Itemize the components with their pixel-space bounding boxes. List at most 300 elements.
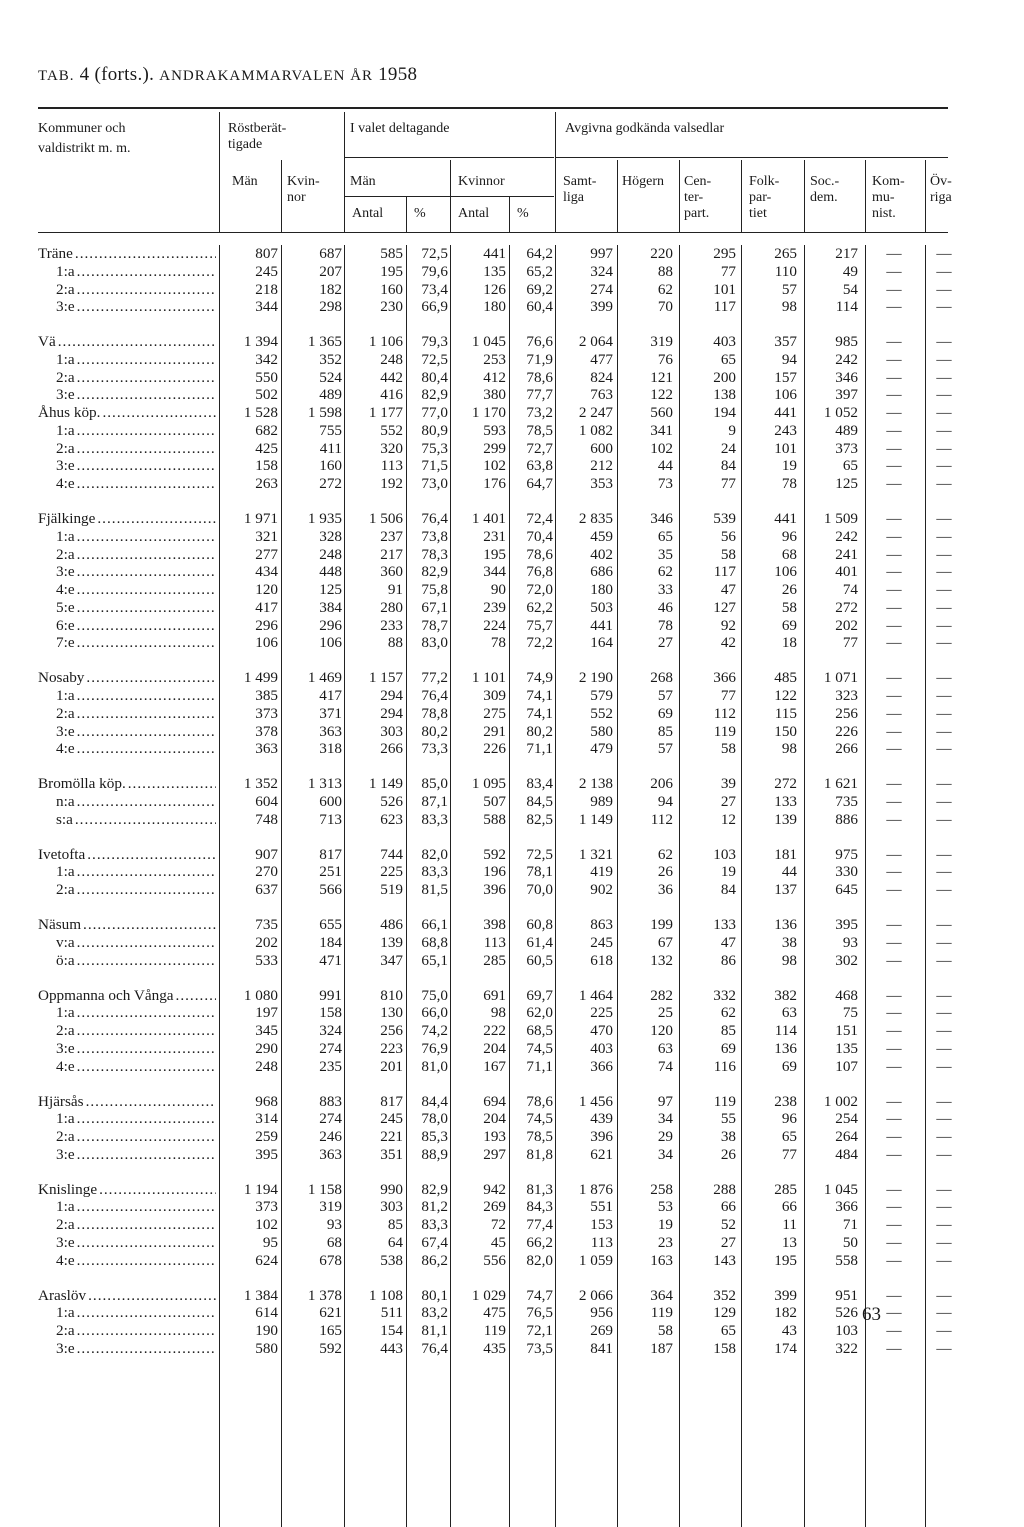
cell-hogern: 74 bbox=[657, 1057, 673, 1075]
row-label: 4:e ..... bbox=[56, 475, 216, 493]
table-row bbox=[0, 987, 1024, 1005]
header-valet-kvinnor: Kvinnor bbox=[458, 174, 505, 189]
cell-folkpartiet: 243 bbox=[774, 421, 797, 439]
cell-socialdemokraterna: 322 bbox=[835, 1339, 858, 1357]
table-row bbox=[0, 404, 1024, 422]
cell-kommunister: — bbox=[886, 598, 902, 616]
cell-folkpartiet: 238 bbox=[774, 1092, 797, 1110]
header-ovriga-2: riga bbox=[930, 190, 952, 205]
cell-kommunister: — bbox=[886, 951, 902, 969]
cell-ovriga: — bbox=[936, 245, 952, 262]
cell-centerpartiet: 84 bbox=[720, 881, 736, 899]
cell-deltagande-kvinnor-pct: 76,5 bbox=[526, 1304, 553, 1322]
cell-socialdemokraterna: 125 bbox=[835, 475, 858, 493]
cell-samtliga: 997 bbox=[590, 245, 613, 262]
table-row bbox=[0, 1022, 1024, 1040]
cell-deltagande-kvinnor-antal: 344 bbox=[483, 563, 506, 581]
cell-deltagande-kvinnor-pct: 78,6 bbox=[526, 368, 553, 386]
cell-hogern: 62 bbox=[657, 563, 673, 581]
cell-deltagande-man-antal: 160 bbox=[380, 280, 403, 298]
cell-rostberattigade-kvinnor: 371 bbox=[319, 704, 342, 722]
cell-folkpartiet: 69 bbox=[781, 1057, 797, 1075]
cell-samtliga: 600 bbox=[590, 439, 613, 457]
cell-deltagande-kvinnor-antal: 309 bbox=[483, 687, 506, 705]
row-label: Näsum ..... bbox=[38, 916, 216, 934]
cell-rostberattigade-kvinnor: 713 bbox=[319, 810, 342, 828]
cell-samtliga: 2 190 bbox=[578, 669, 613, 687]
cell-kommunister: — bbox=[886, 1004, 902, 1022]
header-vline bbox=[219, 112, 220, 232]
cell-folkpartiet: 106 bbox=[774, 386, 797, 404]
header-kom-1: Kom- bbox=[872, 174, 905, 189]
cell-hogern: 258 bbox=[650, 1180, 673, 1198]
cell-deltagande-kvinnor-antal: 193 bbox=[483, 1128, 506, 1145]
cell-samtliga: 1 876 bbox=[578, 1180, 613, 1198]
cell-deltagande-kvinnor-antal: 285 bbox=[483, 951, 506, 969]
cell-deltagande-kvinnor-antal: 398 bbox=[483, 916, 506, 934]
cell-samtliga: 403 bbox=[590, 1039, 613, 1057]
cell-kommunister: — bbox=[886, 986, 902, 1004]
header-vline bbox=[865, 160, 866, 232]
cell-kommunister: — bbox=[886, 1339, 902, 1357]
cell-socialdemokraterna: 75 bbox=[842, 1004, 858, 1022]
cell-rostberattigade-kvinnor: 755 bbox=[319, 421, 342, 439]
cell-centerpartiet: 47 bbox=[720, 933, 736, 951]
cell-samtliga: 863 bbox=[590, 916, 613, 934]
table-row bbox=[0, 1340, 1024, 1358]
cell-deltagande-man-antal: 1 506 bbox=[368, 510, 403, 528]
header-valet-man: Män bbox=[350, 174, 376, 189]
cell-centerpartiet: 117 bbox=[713, 563, 736, 581]
cell-deltagande-kvinnor-antal: 593 bbox=[483, 421, 506, 439]
row-group bbox=[0, 669, 1024, 758]
table-row bbox=[0, 599, 1024, 617]
cell-socialdemokraterna: 266 bbox=[835, 740, 858, 758]
cell-rostberattigade-kvinnor: 1 378 bbox=[307, 1286, 342, 1304]
cell-hogern: 163 bbox=[650, 1251, 673, 1269]
row-label: 2:a ..... bbox=[56, 369, 216, 387]
header-avgivna: Avgivna godkända valsedlar bbox=[565, 121, 725, 136]
row-label: 2:a ..... bbox=[56, 705, 216, 723]
cell-deltagande-man-pct: 80,1 bbox=[421, 1286, 448, 1304]
cell-ovriga: — bbox=[936, 669, 952, 687]
cell-samtliga: 621 bbox=[590, 1145, 613, 1163]
cell-socialdemokraterna: 373 bbox=[835, 439, 858, 457]
cell-folkpartiet: 110 bbox=[774, 262, 797, 280]
cell-deltagande-kvinnor-pct: 73,5 bbox=[526, 1339, 553, 1357]
cell-deltagande-kvinnor-antal: 1 401 bbox=[471, 510, 506, 528]
cell-kommunister: — bbox=[886, 1251, 902, 1269]
cell-hogern: 187 bbox=[650, 1339, 673, 1357]
cell-deltagande-kvinnor-antal: 102 bbox=[483, 457, 506, 475]
table-row bbox=[0, 1181, 1024, 1199]
cell-centerpartiet: 85 bbox=[720, 1022, 736, 1040]
header-rule-valet bbox=[344, 157, 554, 158]
cell-deltagande-kvinnor-antal: 167 bbox=[483, 1057, 506, 1075]
table-row bbox=[0, 1287, 1024, 1305]
cell-samtliga: 439 bbox=[590, 1110, 613, 1128]
cell-rostberattigade-kvinnor: 165 bbox=[319, 1322, 342, 1340]
row-label: 1:a ..... bbox=[56, 1110, 216, 1128]
cell-kommunister: — bbox=[886, 916, 902, 934]
cell-deltagande-kvinnor-antal: 691 bbox=[483, 986, 506, 1004]
cell-socialdemokraterna: 65 bbox=[842, 457, 858, 475]
cell-socialdemokraterna: 951 bbox=[835, 1286, 858, 1304]
cell-rostberattigade-kvinnor: 235 bbox=[319, 1057, 342, 1075]
cell-deltagande-man-antal: 990 bbox=[380, 1180, 403, 1198]
cell-centerpartiet: 65 bbox=[720, 1322, 736, 1340]
cell-rostberattigade-man: 270 bbox=[255, 863, 278, 881]
cell-hogern: 119 bbox=[650, 1304, 673, 1322]
cell-deltagande-man-antal: 486 bbox=[380, 916, 403, 934]
cell-kommunister: — bbox=[886, 1039, 902, 1057]
cell-centerpartiet: 119 bbox=[713, 722, 736, 740]
cell-kommunister: — bbox=[886, 722, 902, 740]
cell-deltagande-man-pct: 73,0 bbox=[421, 475, 448, 493]
cell-ovriga: — bbox=[936, 1110, 952, 1128]
cell-deltagande-man-pct: 82,0 bbox=[421, 845, 448, 863]
cell-socialdemokraterna: 103 bbox=[835, 1322, 858, 1340]
cell-rostberattigade-kvinnor: 1 365 bbox=[307, 333, 342, 351]
cell-deltagande-kvinnor-pct: 69,7 bbox=[526, 986, 553, 1004]
cell-folkpartiet: 157 bbox=[774, 368, 797, 386]
cell-deltagande-man-antal: 266 bbox=[380, 740, 403, 758]
table-row bbox=[0, 263, 1024, 281]
cell-kommunister: — bbox=[886, 439, 902, 457]
cell-kommunister: — bbox=[886, 333, 902, 351]
cell-rostberattigade-kvinnor: 274 bbox=[319, 1110, 342, 1128]
row-label: 1:a ..... bbox=[56, 863, 216, 881]
cell-ovriga: — bbox=[936, 863, 952, 881]
cell-deltagande-man-antal: 221 bbox=[380, 1128, 403, 1145]
title-year: 1958 bbox=[378, 64, 418, 85]
header-folk-1: Folk- bbox=[749, 174, 780, 189]
header-kommuner-1: Kommuner och bbox=[38, 121, 126, 136]
cell-samtliga: 2 138 bbox=[578, 775, 613, 793]
table-row bbox=[0, 1146, 1024, 1164]
cell-rostberattigade-man: 158 bbox=[255, 457, 278, 475]
cell-deltagande-man-pct: 73,8 bbox=[421, 527, 448, 545]
cell-socialdemokraterna: 256 bbox=[835, 704, 858, 722]
cell-rostberattigade-man: 314 bbox=[255, 1110, 278, 1128]
cell-deltagande-man-pct: 76,4 bbox=[421, 687, 448, 705]
row-label: Åhus köp. ..... bbox=[38, 404, 216, 422]
header-pct-man: % bbox=[414, 206, 426, 221]
table-row bbox=[0, 1234, 1024, 1252]
cell-folkpartiet: 265 bbox=[774, 245, 797, 262]
cell-ovriga: — bbox=[936, 475, 952, 493]
row-label: 2:a ..... bbox=[56, 281, 216, 299]
cell-folkpartiet: 38 bbox=[781, 933, 797, 951]
cell-samtliga: 477 bbox=[590, 350, 613, 368]
cell-rostberattigade-man: 1 971 bbox=[243, 510, 278, 528]
cell-rostberattigade-man: 1 384 bbox=[243, 1286, 278, 1304]
cell-centerpartiet: 133 bbox=[713, 916, 736, 934]
cell-folkpartiet: 136 bbox=[774, 916, 797, 934]
cell-deltagande-kvinnor-antal: 1 095 bbox=[471, 775, 506, 793]
cell-socialdemokraterna: 254 bbox=[835, 1110, 858, 1128]
cell-deltagande-kvinnor-antal: 195 bbox=[483, 545, 506, 563]
table-row bbox=[0, 351, 1024, 369]
cell-kommunister: — bbox=[886, 386, 902, 404]
row-label: 1:a ..... bbox=[56, 1304, 216, 1322]
cell-ovriga: — bbox=[936, 1145, 952, 1163]
cell-deltagande-man-antal: 1 177 bbox=[368, 404, 403, 422]
cell-samtliga: 441 bbox=[590, 616, 613, 634]
cell-centerpartiet: 39 bbox=[720, 775, 736, 793]
cell-hogern: 29 bbox=[657, 1128, 673, 1145]
cell-ovriga: — bbox=[936, 457, 952, 475]
row-label: 1:a ..... bbox=[56, 687, 216, 705]
cell-ovriga: — bbox=[936, 916, 952, 934]
cell-rostberattigade-kvinnor: 246 bbox=[319, 1128, 342, 1145]
row-label: 3:e ..... bbox=[56, 1040, 216, 1058]
cell-deltagande-kvinnor-antal: 180 bbox=[483, 298, 506, 316]
cell-samtliga: 902 bbox=[590, 881, 613, 899]
cell-folkpartiet: 26 bbox=[781, 581, 797, 599]
cell-rostberattigade-kvinnor: 274 bbox=[319, 1039, 342, 1057]
cell-deltagande-man-pct: 82,9 bbox=[421, 386, 448, 404]
cell-centerpartiet: 295 bbox=[713, 245, 736, 262]
cell-deltagande-kvinnor-pct: 80,2 bbox=[526, 722, 553, 740]
cell-deltagande-man-antal: 192 bbox=[380, 475, 403, 493]
cell-deltagande-kvinnor-antal: 119 bbox=[483, 1322, 506, 1340]
cell-centerpartiet: 138 bbox=[713, 386, 736, 404]
cell-deltagande-kvinnor-antal: 239 bbox=[483, 598, 506, 616]
header-rostberattigade-1: Röstberät- bbox=[228, 121, 287, 136]
cell-hogern: 34 bbox=[657, 1145, 673, 1163]
cell-deltagande-kvinnor-pct: 72,0 bbox=[526, 581, 553, 599]
cell-deltagande-kvinnor-antal: 592 bbox=[483, 845, 506, 863]
row-label: n:a ..... bbox=[56, 793, 216, 811]
cell-folkpartiet: 96 bbox=[781, 527, 797, 545]
cell-deltagande-kvinnor-pct: 74,1 bbox=[526, 704, 553, 722]
cell-deltagande-kvinnor-pct: 82,0 bbox=[526, 1251, 553, 1269]
cell-deltagande-kvinnor-pct: 72,1 bbox=[526, 1322, 553, 1340]
cell-samtliga: 479 bbox=[590, 740, 613, 758]
cell-deltagande-kvinnor-antal: 291 bbox=[483, 722, 506, 740]
row-label: 3:e ..... bbox=[56, 563, 216, 581]
cell-deltagande-kvinnor-pct: 66,2 bbox=[526, 1233, 553, 1251]
cell-folkpartiet: 382 bbox=[774, 986, 797, 1004]
cell-deltagande-kvinnor-antal: 78 bbox=[490, 634, 506, 652]
row-label: v:a ..... bbox=[56, 934, 216, 952]
cell-ovriga: — bbox=[936, 1128, 952, 1145]
cell-deltagande-kvinnor-pct: 74,1 bbox=[526, 687, 553, 705]
cell-socialdemokraterna: 484 bbox=[835, 1145, 858, 1163]
cell-folkpartiet: 98 bbox=[781, 740, 797, 758]
cell-deltagande-man-antal: 303 bbox=[380, 1198, 403, 1216]
cell-ovriga: — bbox=[936, 333, 952, 351]
header-samtliga-1: Samt- bbox=[563, 174, 597, 189]
cell-deltagande-man-pct: 83,3 bbox=[421, 1216, 448, 1234]
row-label: Vä ..... bbox=[38, 333, 216, 351]
cell-deltagande-kvinnor-pct: 84,5 bbox=[526, 793, 553, 810]
table-row bbox=[0, 617, 1024, 635]
cell-rostberattigade-man: 248 bbox=[255, 1057, 278, 1075]
cell-deltagande-kvinnor-pct: 78,6 bbox=[526, 545, 553, 563]
title-forts: (forts.). bbox=[94, 64, 155, 85]
cell-folkpartiet: 19 bbox=[781, 457, 797, 475]
cell-ovriga: — bbox=[936, 545, 952, 563]
header-vline bbox=[406, 196, 407, 232]
cell-socialdemokraterna: 49 bbox=[842, 262, 858, 280]
row-group bbox=[0, 1181, 1024, 1270]
row-label: 4:e ..... bbox=[56, 581, 216, 599]
cell-samtliga: 1 059 bbox=[578, 1251, 613, 1269]
cell-hogern: 63 bbox=[657, 1039, 673, 1057]
row-label: 2:a ..... bbox=[56, 1022, 216, 1040]
cell-deltagande-kvinnor-antal: 135 bbox=[483, 262, 506, 280]
cell-deltagande-man-pct: 85,0 bbox=[421, 775, 448, 793]
cell-deltagande-man-antal: 442 bbox=[380, 368, 403, 386]
header-hogern: Högern bbox=[622, 174, 664, 189]
cell-deltagande-man-antal: 526 bbox=[380, 793, 403, 810]
cell-socialdemokraterna: 526 bbox=[835, 1304, 858, 1322]
row-label: Knislinge ..... bbox=[38, 1181, 216, 1199]
cell-rostberattigade-man: 1 194 bbox=[243, 1180, 278, 1198]
cell-centerpartiet: 539 bbox=[713, 510, 736, 528]
cell-kommunister: — bbox=[886, 563, 902, 581]
cell-hogern: 46 bbox=[657, 598, 673, 616]
cell-deltagande-man-pct: 84,4 bbox=[421, 1092, 448, 1110]
cell-deltagande-man-pct: 81,0 bbox=[421, 1057, 448, 1075]
cell-samtliga: 763 bbox=[590, 386, 613, 404]
cell-kommunister: — bbox=[886, 793, 902, 810]
row-label: Araslöv ..... bbox=[38, 1287, 216, 1305]
cell-deltagande-kvinnor-pct: 61,4 bbox=[526, 933, 553, 951]
cell-kommunister: — bbox=[886, 740, 902, 758]
row-group bbox=[0, 1093, 1024, 1164]
cell-samtliga: 1 321 bbox=[578, 845, 613, 863]
table-row bbox=[0, 846, 1024, 864]
cell-socialdemokraterna: 264 bbox=[835, 1128, 858, 1145]
cell-ovriga: — bbox=[936, 563, 952, 581]
cell-kommunister: — bbox=[886, 1198, 902, 1216]
row-label: 1:a ..... bbox=[56, 422, 216, 440]
cell-deltagande-man-pct: 71,5 bbox=[421, 457, 448, 475]
table-row bbox=[0, 705, 1024, 723]
cell-rostberattigade-kvinnor: 324 bbox=[319, 1022, 342, 1040]
header-vline bbox=[925, 160, 926, 232]
header-center-2: ter- bbox=[684, 190, 704, 205]
cell-deltagande-kvinnor-pct: 72,5 bbox=[526, 845, 553, 863]
table-row bbox=[0, 245, 1024, 263]
cell-folkpartiet: 66 bbox=[781, 1198, 797, 1216]
cell-deltagande-man-pct: 72,5 bbox=[421, 245, 448, 262]
cell-centerpartiet: 52 bbox=[720, 1216, 736, 1234]
row-label: 1:a ..... bbox=[56, 351, 216, 369]
cell-rostberattigade-kvinnor: 678 bbox=[319, 1251, 342, 1269]
cell-hogern: 69 bbox=[657, 704, 673, 722]
cell-centerpartiet: 92 bbox=[720, 616, 736, 634]
cell-hogern: 57 bbox=[657, 687, 673, 705]
cell-socialdemokraterna: 366 bbox=[835, 1198, 858, 1216]
cell-ovriga: — bbox=[936, 793, 952, 810]
cell-socialdemokraterna: 226 bbox=[835, 722, 858, 740]
cell-socialdemokraterna: 397 bbox=[835, 386, 858, 404]
cell-socialdemokraterna: 645 bbox=[835, 881, 858, 899]
cell-deltagande-kvinnor-pct: 62,0 bbox=[526, 1004, 553, 1022]
header-folk-3: tiet bbox=[749, 206, 767, 221]
cell-rostberattigade-man: 735 bbox=[255, 916, 278, 934]
cell-hogern: 282 bbox=[650, 986, 673, 1004]
cell-socialdemokraterna: 50 bbox=[842, 1233, 858, 1251]
cell-deltagande-kvinnor-pct: 78,6 bbox=[526, 1092, 553, 1110]
cell-deltagande-man-antal: 280 bbox=[380, 598, 403, 616]
cell-rostberattigade-man: 342 bbox=[255, 350, 278, 368]
cell-ovriga: — bbox=[936, 881, 952, 899]
cell-kommunister: — bbox=[886, 1322, 902, 1340]
cell-deltagande-kvinnor-pct: 76,8 bbox=[526, 563, 553, 581]
cell-deltagande-man-pct: 75,0 bbox=[421, 986, 448, 1004]
cell-rostberattigade-man: 218 bbox=[255, 280, 278, 298]
cell-centerpartiet: 26 bbox=[720, 1145, 736, 1163]
cell-deltagande-kvinnor-antal: 204 bbox=[483, 1110, 506, 1128]
table-row bbox=[0, 1058, 1024, 1076]
cell-deltagande-kvinnor-antal: 275 bbox=[483, 704, 506, 722]
cell-deltagande-kvinnor-pct: 72,7 bbox=[526, 439, 553, 457]
cell-deltagande-man-pct: 73,4 bbox=[421, 280, 448, 298]
cell-hogern: 94 bbox=[657, 793, 673, 810]
cell-deltagande-man-pct: 65,1 bbox=[421, 951, 448, 969]
cell-deltagande-kvinnor-pct: 74,5 bbox=[526, 1039, 553, 1057]
cell-deltagande-man-antal: 320 bbox=[380, 439, 403, 457]
cell-rostberattigade-man: 296 bbox=[255, 616, 278, 634]
cell-folkpartiet: 195 bbox=[774, 1251, 797, 1269]
cell-samtliga: 180 bbox=[590, 581, 613, 599]
cell-deltagande-man-pct: 75,3 bbox=[421, 439, 448, 457]
cell-hogern: 23 bbox=[657, 1233, 673, 1251]
cell-ovriga: — bbox=[936, 404, 952, 422]
row-group bbox=[0, 333, 1024, 493]
cell-socialdemokraterna: 74 bbox=[842, 581, 858, 599]
cell-rostberattigade-man: 502 bbox=[255, 386, 278, 404]
cell-hogern: 121 bbox=[650, 368, 673, 386]
cell-folkpartiet: 77 bbox=[781, 1145, 797, 1163]
table-row bbox=[0, 281, 1024, 299]
cell-deltagande-man-antal: 88 bbox=[387, 634, 403, 652]
cell-rostberattigade-man: 968 bbox=[255, 1092, 278, 1110]
cell-rostberattigade-kvinnor: 207 bbox=[319, 262, 342, 280]
cell-deltagande-kvinnor-antal: 435 bbox=[483, 1339, 506, 1357]
cell-rostberattigade-man: 907 bbox=[255, 845, 278, 863]
title-num: 4 bbox=[79, 64, 90, 85]
header-vline bbox=[344, 112, 345, 232]
cell-socialdemokraterna: 886 bbox=[835, 810, 858, 828]
cell-rostberattigade-man: 373 bbox=[255, 1198, 278, 1216]
cell-centerpartiet: 288 bbox=[713, 1180, 736, 1198]
cell-deltagande-man-antal: 130 bbox=[380, 1004, 403, 1022]
row-group bbox=[0, 916, 1024, 969]
table-row bbox=[0, 881, 1024, 899]
cell-hogern: 97 bbox=[657, 1092, 673, 1110]
cell-folkpartiet: 114 bbox=[774, 1022, 797, 1040]
cell-rostberattigade-kvinnor: 160 bbox=[319, 457, 342, 475]
cell-centerpartiet: 403 bbox=[713, 333, 736, 351]
header-vline bbox=[450, 160, 451, 232]
cell-kommunister: — bbox=[886, 475, 902, 493]
cell-folkpartiet: 63 bbox=[781, 1004, 797, 1022]
cell-samtliga: 113 bbox=[590, 1233, 613, 1251]
cell-centerpartiet: 69 bbox=[720, 1039, 736, 1057]
table-row bbox=[0, 475, 1024, 493]
cell-hogern: 102 bbox=[650, 439, 673, 457]
cell-deltagande-man-pct: 87,1 bbox=[421, 793, 448, 810]
cell-kommunister: — bbox=[886, 280, 902, 298]
cell-rostberattigade-kvinnor: 621 bbox=[319, 1304, 342, 1322]
cell-ovriga: — bbox=[936, 634, 952, 652]
